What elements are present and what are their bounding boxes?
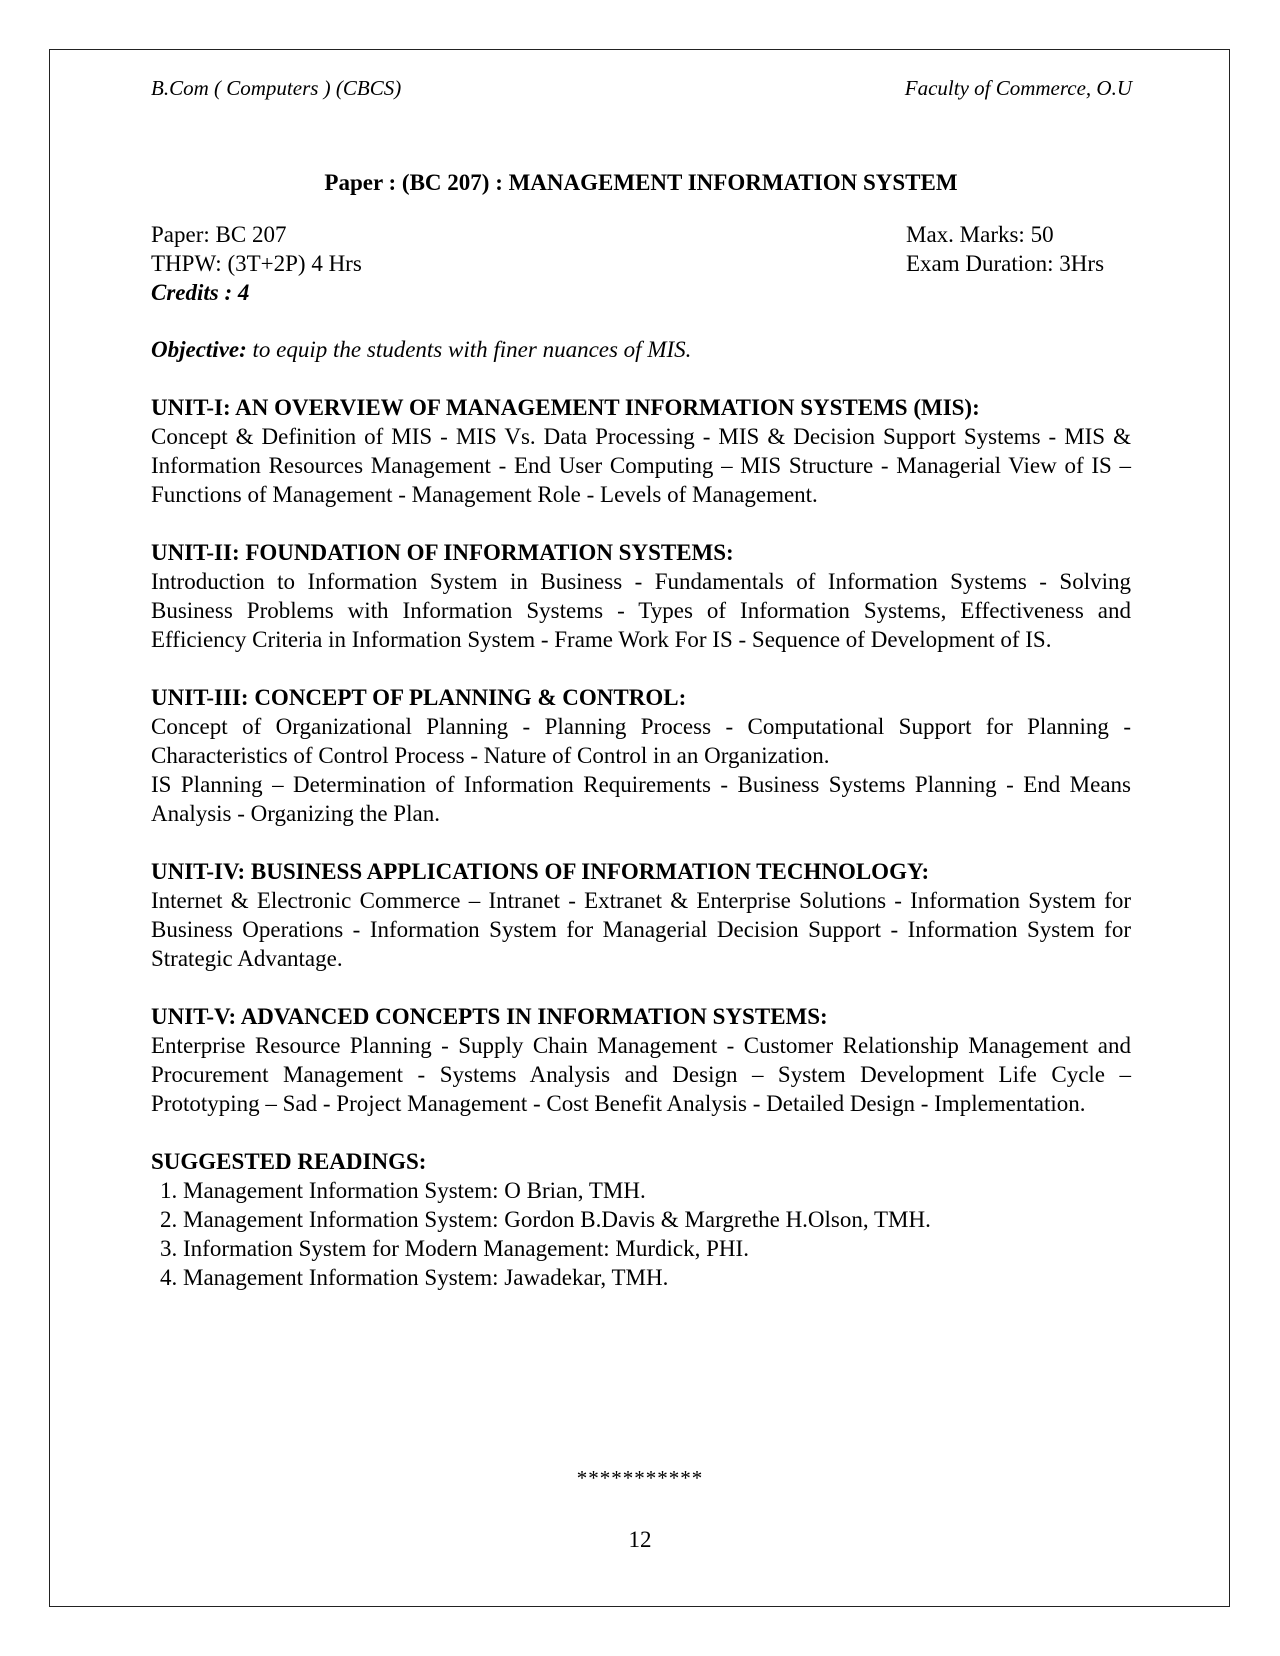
- reading-item: 1. Management Information System: O Brian, TMH.: [183, 1176, 1131, 1205]
- unit-paragraph: Concept & Definition of MIS - MIS Vs. Data Processing - MIS & Decision Support Systems - MIS & Information Resources Management - End User Computing – MIS Structure - Managerial View of IS – Functions of Management - Management Role - Levels of Management.: [151, 424, 1131, 507]
- unit-body: [151, 422, 1131, 509]
- readings-list: [151, 1176, 1131, 1292]
- paper-title: Paper : (BC 207) : MANAGEMENT INFORMATION SYSTEM: [324, 170, 958, 195]
- max-marks: Max. Marks: 50: [906, 222, 1054, 247]
- unit-5: [151, 1002, 1131, 1118]
- unit-body: [151, 886, 1131, 973]
- unit-4: [151, 857, 1131, 973]
- reading-item: 2. Management Information System: Gordon B.Davis & Margrethe H.Olson, TMH.: [183, 1205, 1131, 1234]
- unit-1: [151, 393, 1131, 509]
- objective: [151, 335, 1131, 364]
- separator-stars: ***********: [576, 1466, 704, 1490]
- unit-paragraph: Concept of Organizational Planning - Planning Process - Computational Support for Planning - Characteristics of Control Process - Nature of Control in an Organization.: [151, 714, 1131, 768]
- unit-title: UNIT-IV: BUSINESS APPLICATIONS OF INFORMATION TECHNOLOGY:: [151, 859, 930, 884]
- objective-label: Objective:: [151, 337, 247, 362]
- unit-title: UNIT-V: ADVANCED CONCEPTS IN INFORMATION SYSTEMS:: [151, 1004, 828, 1029]
- page-number: 12: [628, 1527, 652, 1552]
- unit-paragraph: Introduction to Information System in Business - Fundamentals of Information Systems - Solving Business Problems with Information Systems - Types of Information Systems, Effectiveness and Efficiency Criteria in Information System - Frame Work For IS - Sequence of Development of IS.: [151, 569, 1131, 652]
- meta-row-2: [151, 249, 1131, 278]
- thpw: THPW: (3T+2P) 4 Hrs: [151, 251, 362, 276]
- credits: Credits : 4: [151, 280, 250, 305]
- header-faculty: Faculty of Commerce, O.U: [904, 76, 1132, 100]
- suggested-readings: [151, 1147, 1131, 1292]
- unit-paragraph: IS Planning – Determination of Information Requirements - Business Systems Planning - End Means Analysis - Organizing the Plan.: [151, 772, 1131, 826]
- meta-row-1: [151, 220, 1131, 249]
- unit-3: [151, 683, 1131, 828]
- header-course: B.Com ( Computers ) (CBCS): [151, 76, 402, 100]
- reading-item: 4. Management Information System: Jawadekar, TMH.: [183, 1263, 1131, 1292]
- paper-code: Paper: BC 207: [151, 222, 287, 247]
- document-body: [151, 168, 1131, 1292]
- unit-title: UNIT-I: AN OVERVIEW OF MANAGEMENT INFORMATION SYSTEMS (MIS):: [151, 395, 980, 420]
- unit-body: [151, 1031, 1131, 1118]
- unit-body: [151, 567, 1131, 654]
- unit-paragraph: Enterprise Resource Planning - Supply Chain Management - Customer Relationship Management and Procurement Management - Systems Analysis and Design – System Development Life Cycle – Prototyping – Sad - Project Management - Cost Benefit Analysis - Detailed Design - Implementation.: [151, 1033, 1131, 1116]
- objective-text: to equip the students with finer nuances of MIS.: [252, 337, 692, 362]
- unit-title: UNIT-II: FOUNDATION OF INFORMATION SYSTEMS:: [151, 540, 734, 565]
- unit-paragraph: Internet & Electronic Commerce – Intranet - Extranet & Enterprise Solutions - Information System for Business Operations - Information System for Managerial Decision Support - Information System for Strategic Advantage.: [151, 888, 1131, 971]
- unit-2: [151, 538, 1131, 654]
- exam-duration: Exam Duration: 3Hrs: [906, 251, 1105, 276]
- reading-item: 3. Information System for Modern Management: Murdick, PHI.: [183, 1234, 1131, 1263]
- readings-title: SUGGESTED READINGS:: [151, 1149, 427, 1174]
- unit-title: UNIT-III: CONCEPT OF PLANNING & CONTROL:: [151, 685, 687, 710]
- unit-body: [151, 712, 1131, 828]
